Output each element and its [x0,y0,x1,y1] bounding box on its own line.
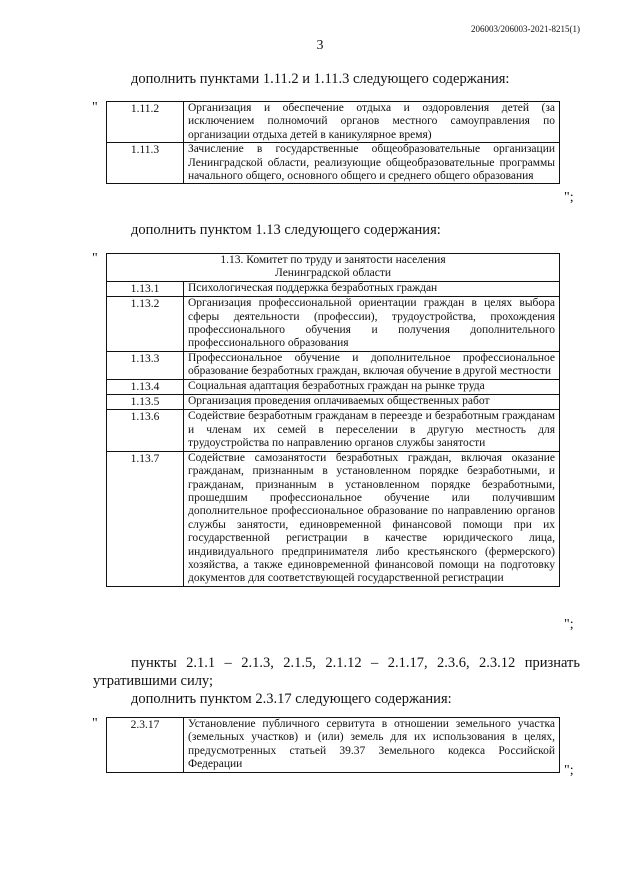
item-code: 1.13.7 [107,451,184,586]
item-text: Организация проведения оплачиваемых общественных работ [184,395,560,410]
item-code: 1.13.2 [107,297,184,352]
table-row [107,395,560,410]
paragraph-add-1-11: дополнить пунктами 1.11.2 и 1.11.3 следующего содержания: [131,71,510,87]
paragraph-add-1-13: дополнить пунктом 1.13 следующего содержания: [131,222,441,238]
item-code: 1.11.2 [107,102,184,143]
item-code: 1.13.6 [107,410,184,451]
table-2-3-17 [106,717,560,773]
item-text: Социальная адаптация безработных граждан на рынке труда [184,379,560,394]
page-number: 3 [316,38,324,53]
opening-quote: " [92,716,98,731]
committee-title: 1.13. Комитет по труду и занятости населения Ленинградской области [107,254,560,282]
table-row [107,451,560,586]
closing-quote: "; [564,617,574,632]
item-code: 1.13.1 [107,281,184,296]
table-row [107,102,560,143]
item-code: 1.13.5 [107,395,184,410]
item-code: 1.13.3 [107,351,184,379]
item-text: Организация и обеспечение отдыха и оздоровления детей (за исключением полномочий органов местного самоуправления по организации отдыха детей в каникулярное время) [184,102,560,143]
closing-quote: "; [564,763,574,778]
item-text: Содействие самозанятости безработных граждан, включая оказание гражданам, признанным в установленном порядке безработными, и гражданам, признанным в установленном порядке безработными, прошедшим профессиональное обучение или получившим дополнительное профессиональное образование по направлению органов службы занятости, единовременной финансовой помощи при их государственной регистрации в качестве юридического лица, индивидуального предпринимателя либо крестьянского (фермерского) хозяйства, а также единовременной финансовой помощи на подготовку документов для соответствующей государственной регистрации [184,451,560,586]
document-number: 206003/206003-2021-8215(1) [471,24,580,34]
table-row [107,379,560,394]
table-1-13 [106,253,560,587]
item-text: Содействие безработным гражданам в переезде и безработным гражданам и членам их семей в переселении в другую местность для трудоустройства по направлению органов службы занятости [184,410,560,451]
item-text: Психологическая поддержка безработных граждан [184,281,560,296]
table-row [107,410,560,451]
item-text: Установление публичного сервитута в отношении земельного участка (земельных участков) и (или) земель для их использования в целях, предусмотренных статьей 39.37 Земельного кодекса Российской Федерации [184,718,560,773]
table-row [107,143,560,184]
item-code: 2.3.17 [107,718,184,773]
item-code: 1.13.4 [107,379,184,394]
item-text: Организация профессиональной ориентации граждан в целях выбора сферы деятельности (профессии), трудоустройства, прохождения профессионального обучения и получения дополнительного профессионального образования [184,297,560,352]
table-row [107,297,560,352]
table-row [107,281,560,296]
closing-quote: "; [564,190,574,205]
table-1-11 [106,101,560,184]
table-row [107,351,560,379]
item-text: Зачисление в государственные общеобразовательные организации Ленинградской области, реализующие общеобразовательные программы начального общего, основного общего и среднего общего образования [184,143,560,184]
table-header-row [107,254,560,282]
paragraph-repeal: пункты 2.1.1 – 2.1.3, 2.1.5, 2.1.12 – 2.1.17, 2.3.6, 2.3.12 признать [131,655,580,671]
item-text: Профессиональное обучение и дополнительное профессиональное образование безработных граждан, включая обучение в другой местности [184,351,560,379]
item-code: 1.11.3 [107,143,184,184]
paragraph-repeal-cont: утратившими силу; [93,673,214,689]
opening-quote: " [92,100,98,115]
table-row [107,718,560,773]
paragraph-add-2-3-17: дополнить пунктом 2.3.17 следующего содержания: [131,691,452,707]
opening-quote: " [92,251,98,266]
